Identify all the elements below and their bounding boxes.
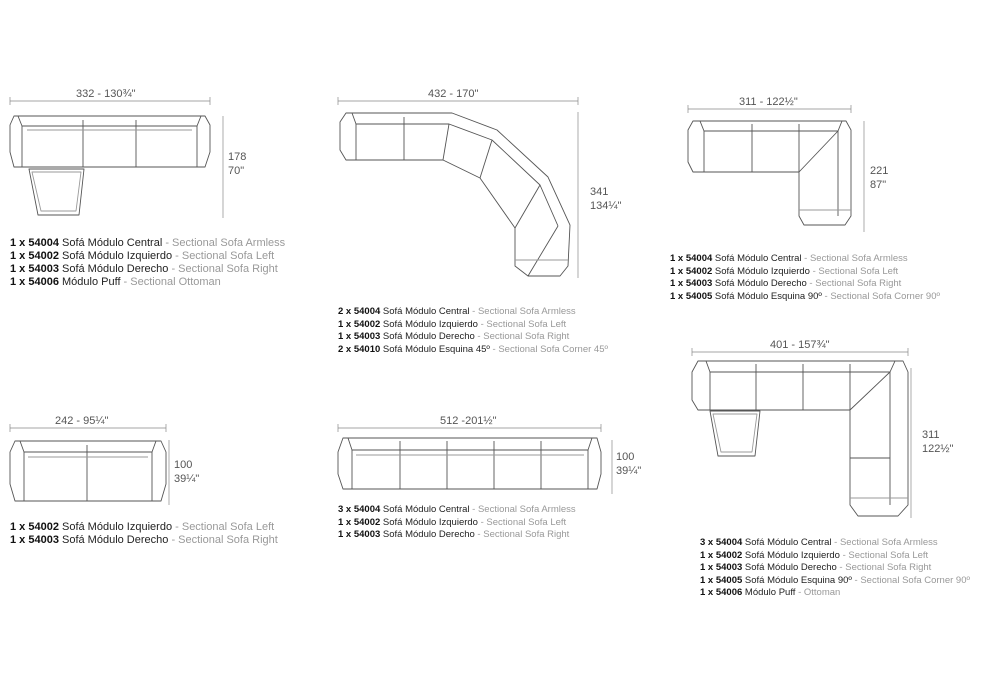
module-name-es: Sofá Módulo Esquina 45º xyxy=(380,343,490,355)
legend-row xyxy=(670,253,940,266)
layout-3-width: 311 - 122½" xyxy=(739,96,798,108)
module-name-es: Sofá Módulo Izquierdo xyxy=(58,250,173,262)
module-qty-code: 1 x 54002 xyxy=(10,521,59,533)
height-cm: 100 xyxy=(174,459,193,471)
legend-row xyxy=(670,266,940,279)
module-qty-code: 1 x 54002 xyxy=(10,250,59,262)
layout-6-drawing xyxy=(692,348,911,518)
module-name-en: - Sectional Sofa Left xyxy=(172,250,275,262)
legend-row xyxy=(700,587,970,600)
layout-2-height xyxy=(590,185,621,213)
layout-2-legend xyxy=(338,306,608,356)
layout-1-width: 332 - 130¾" xyxy=(76,88,136,100)
legend-row xyxy=(10,534,278,547)
legend-row xyxy=(338,344,608,357)
module-name-es: Módulo Puff xyxy=(58,276,121,288)
module-qty-code: 1 x 54002 xyxy=(700,549,743,561)
module-qty-code: 3 x 54004 xyxy=(700,537,743,548)
layout-5-legend xyxy=(338,504,576,542)
legend-row xyxy=(700,575,970,588)
legend-row xyxy=(10,263,285,276)
legend-row xyxy=(700,562,970,575)
height-cm: 311 xyxy=(922,429,940,441)
legend-row xyxy=(338,517,576,530)
module-name-es: Sofá Módulo Central xyxy=(58,237,163,249)
module-name-es: Sofá Módulo Derecho xyxy=(58,263,169,275)
height-in: 122½" xyxy=(922,443,954,455)
module-qty-code: 1 x 54004 xyxy=(670,253,713,264)
module-name-es: Sofá Módulo Izquierdo xyxy=(742,549,840,561)
legend-row xyxy=(338,331,608,344)
legend-row xyxy=(10,237,285,250)
height-in: 39¼" xyxy=(174,473,200,485)
module-name-es: Sofá Módulo Derecho xyxy=(712,278,807,290)
layout-3-legend xyxy=(670,253,940,303)
module-name-en: - Sectional Sofa Right xyxy=(168,263,278,275)
layout-3-drawing xyxy=(688,105,864,232)
layout-5-height xyxy=(616,450,641,478)
module-name-es: Sofá Módulo Esquina 90º xyxy=(712,290,822,302)
layout-6-width: 401 - 157¾" xyxy=(770,339,830,351)
module-name-en: - Sectional Sofa Armless xyxy=(469,306,576,317)
module-name-en: - Sectional Sofa Left xyxy=(172,521,275,533)
module-name-en: - Sectional Sofa Armless xyxy=(162,237,286,249)
module-name-en: - Sectional Sofa Right xyxy=(474,331,570,343)
module-name-en: - Sectional Sofa Right xyxy=(836,562,932,574)
layout-6-legend xyxy=(700,537,970,600)
module-name-es: Sofá Módulo Central xyxy=(742,537,832,548)
height-in: 134¼" xyxy=(590,200,622,212)
layout-2-drawing xyxy=(338,97,578,278)
module-name-es: Sofá Módulo Izquierdo xyxy=(380,318,478,330)
legend-row xyxy=(338,504,576,517)
legend-row xyxy=(338,529,576,542)
module-name-en: - Sectional Sofa Left xyxy=(809,265,899,277)
legend-row xyxy=(10,521,278,534)
module-name-es: Sofá Módulo Esquina 90º xyxy=(742,574,852,586)
module-name-en: - Sectional Ottoman xyxy=(120,276,221,288)
module-qty-code: 1 x 54003 xyxy=(10,534,59,546)
layout-3-height xyxy=(870,164,888,192)
layout-4-height xyxy=(174,458,199,486)
module-qty-code: 1 x 54003 xyxy=(670,278,713,290)
module-name-en: - Sectional Sofa Corner 45º xyxy=(489,343,608,355)
layout-5-width: 512 -201½" xyxy=(440,415,497,427)
legend-row xyxy=(700,550,970,563)
layout-4-width: 242 - 95¼" xyxy=(55,415,109,427)
legend-row xyxy=(10,276,285,289)
height-cm: 221 xyxy=(870,165,889,177)
module-name-en: - Sectional Sofa Right xyxy=(474,529,570,541)
legend-row xyxy=(670,278,940,291)
layout-4-legend xyxy=(10,521,278,547)
height-cm: 100 xyxy=(616,451,635,463)
module-qty-code: 1 x 54005 xyxy=(700,574,743,586)
module-qty-code: 1 x 54005 xyxy=(670,290,713,302)
module-qty-code: 1 x 54003 xyxy=(10,263,59,275)
module-name-en: - Sectional Sofa Left xyxy=(839,549,929,561)
module-name-en: - Sectional Sofa Right xyxy=(806,278,902,290)
module-name-en: - Sectional Sofa Corner 90º xyxy=(851,574,970,586)
layout-4-drawing xyxy=(10,424,169,505)
module-qty-code: 3 x 54004 xyxy=(338,504,381,515)
module-name-es: Sofá Módulo Derecho xyxy=(380,529,475,541)
legend-row xyxy=(338,319,608,332)
module-name-es: Sofá Módulo Izquierdo xyxy=(58,521,173,533)
module-qty-code: 1 x 54003 xyxy=(700,562,743,574)
module-qty-code: 1 x 54002 xyxy=(338,318,381,330)
module-name-es: Sofá Módulo Central xyxy=(712,253,802,264)
module-name-es: Sofá Módulo Derecho xyxy=(742,562,837,574)
module-name-es: Módulo Puff xyxy=(742,587,796,599)
legend-row xyxy=(700,537,970,550)
module-name-en: - Sectional Sofa Armless xyxy=(801,253,908,264)
module-name-en: - Sectional Sofa Armless xyxy=(831,537,938,548)
module-qty-code: 1 x 54003 xyxy=(338,331,381,343)
height-in: 39¼" xyxy=(616,465,642,477)
module-qty-code: 2 x 54010 xyxy=(338,343,381,355)
module-name-en: - Sectional Sofa Corner 90º xyxy=(821,290,940,302)
layout-6-height xyxy=(922,428,953,456)
module-name-es: Sofá Módulo Derecho xyxy=(58,534,169,546)
legend-row xyxy=(10,250,285,263)
module-name-en: - Sectional Sofa Left xyxy=(477,318,567,330)
module-qty-code: 1 x 54002 xyxy=(338,516,381,528)
layout-1-height xyxy=(228,150,246,178)
module-name-es: Sofá Módulo Central xyxy=(380,306,470,317)
module-qty-code: 1 x 54004 xyxy=(10,237,59,249)
module-name-es: Sofá Módulo Central xyxy=(380,504,470,515)
layout-2-width: 432 - 170" xyxy=(428,88,479,100)
module-qty-code: 1 x 54006 xyxy=(10,276,59,288)
height-cm: 341 xyxy=(590,186,609,198)
module-name-en: - Sectional Sofa Right xyxy=(168,534,278,546)
module-name-es: Sofá Módulo Izquierdo xyxy=(380,516,478,528)
height-in: 70" xyxy=(228,165,245,177)
height-cm: 178 xyxy=(228,151,247,163)
legend-row xyxy=(338,306,608,319)
layout-1-drawing xyxy=(10,97,223,218)
layout-1-legend xyxy=(10,237,285,289)
module-qty-code: 1 x 54006 xyxy=(700,587,743,599)
module-qty-code: 1 x 54003 xyxy=(338,529,381,541)
legend-row xyxy=(670,291,940,304)
module-name-en: - Ottoman xyxy=(795,587,841,599)
module-name-es: Sofá Módulo Izquierdo xyxy=(712,265,810,277)
module-qty-code: 2 x 54004 xyxy=(338,306,381,317)
layout-5-drawing xyxy=(338,424,612,494)
module-name-en: - Sectional Sofa Armless xyxy=(469,504,576,515)
module-name-en: - Sectional Sofa Left xyxy=(477,516,567,528)
module-name-es: Sofá Módulo Derecho xyxy=(380,331,475,343)
module-qty-code: 1 x 54002 xyxy=(670,265,713,277)
height-in: 87" xyxy=(870,179,887,191)
